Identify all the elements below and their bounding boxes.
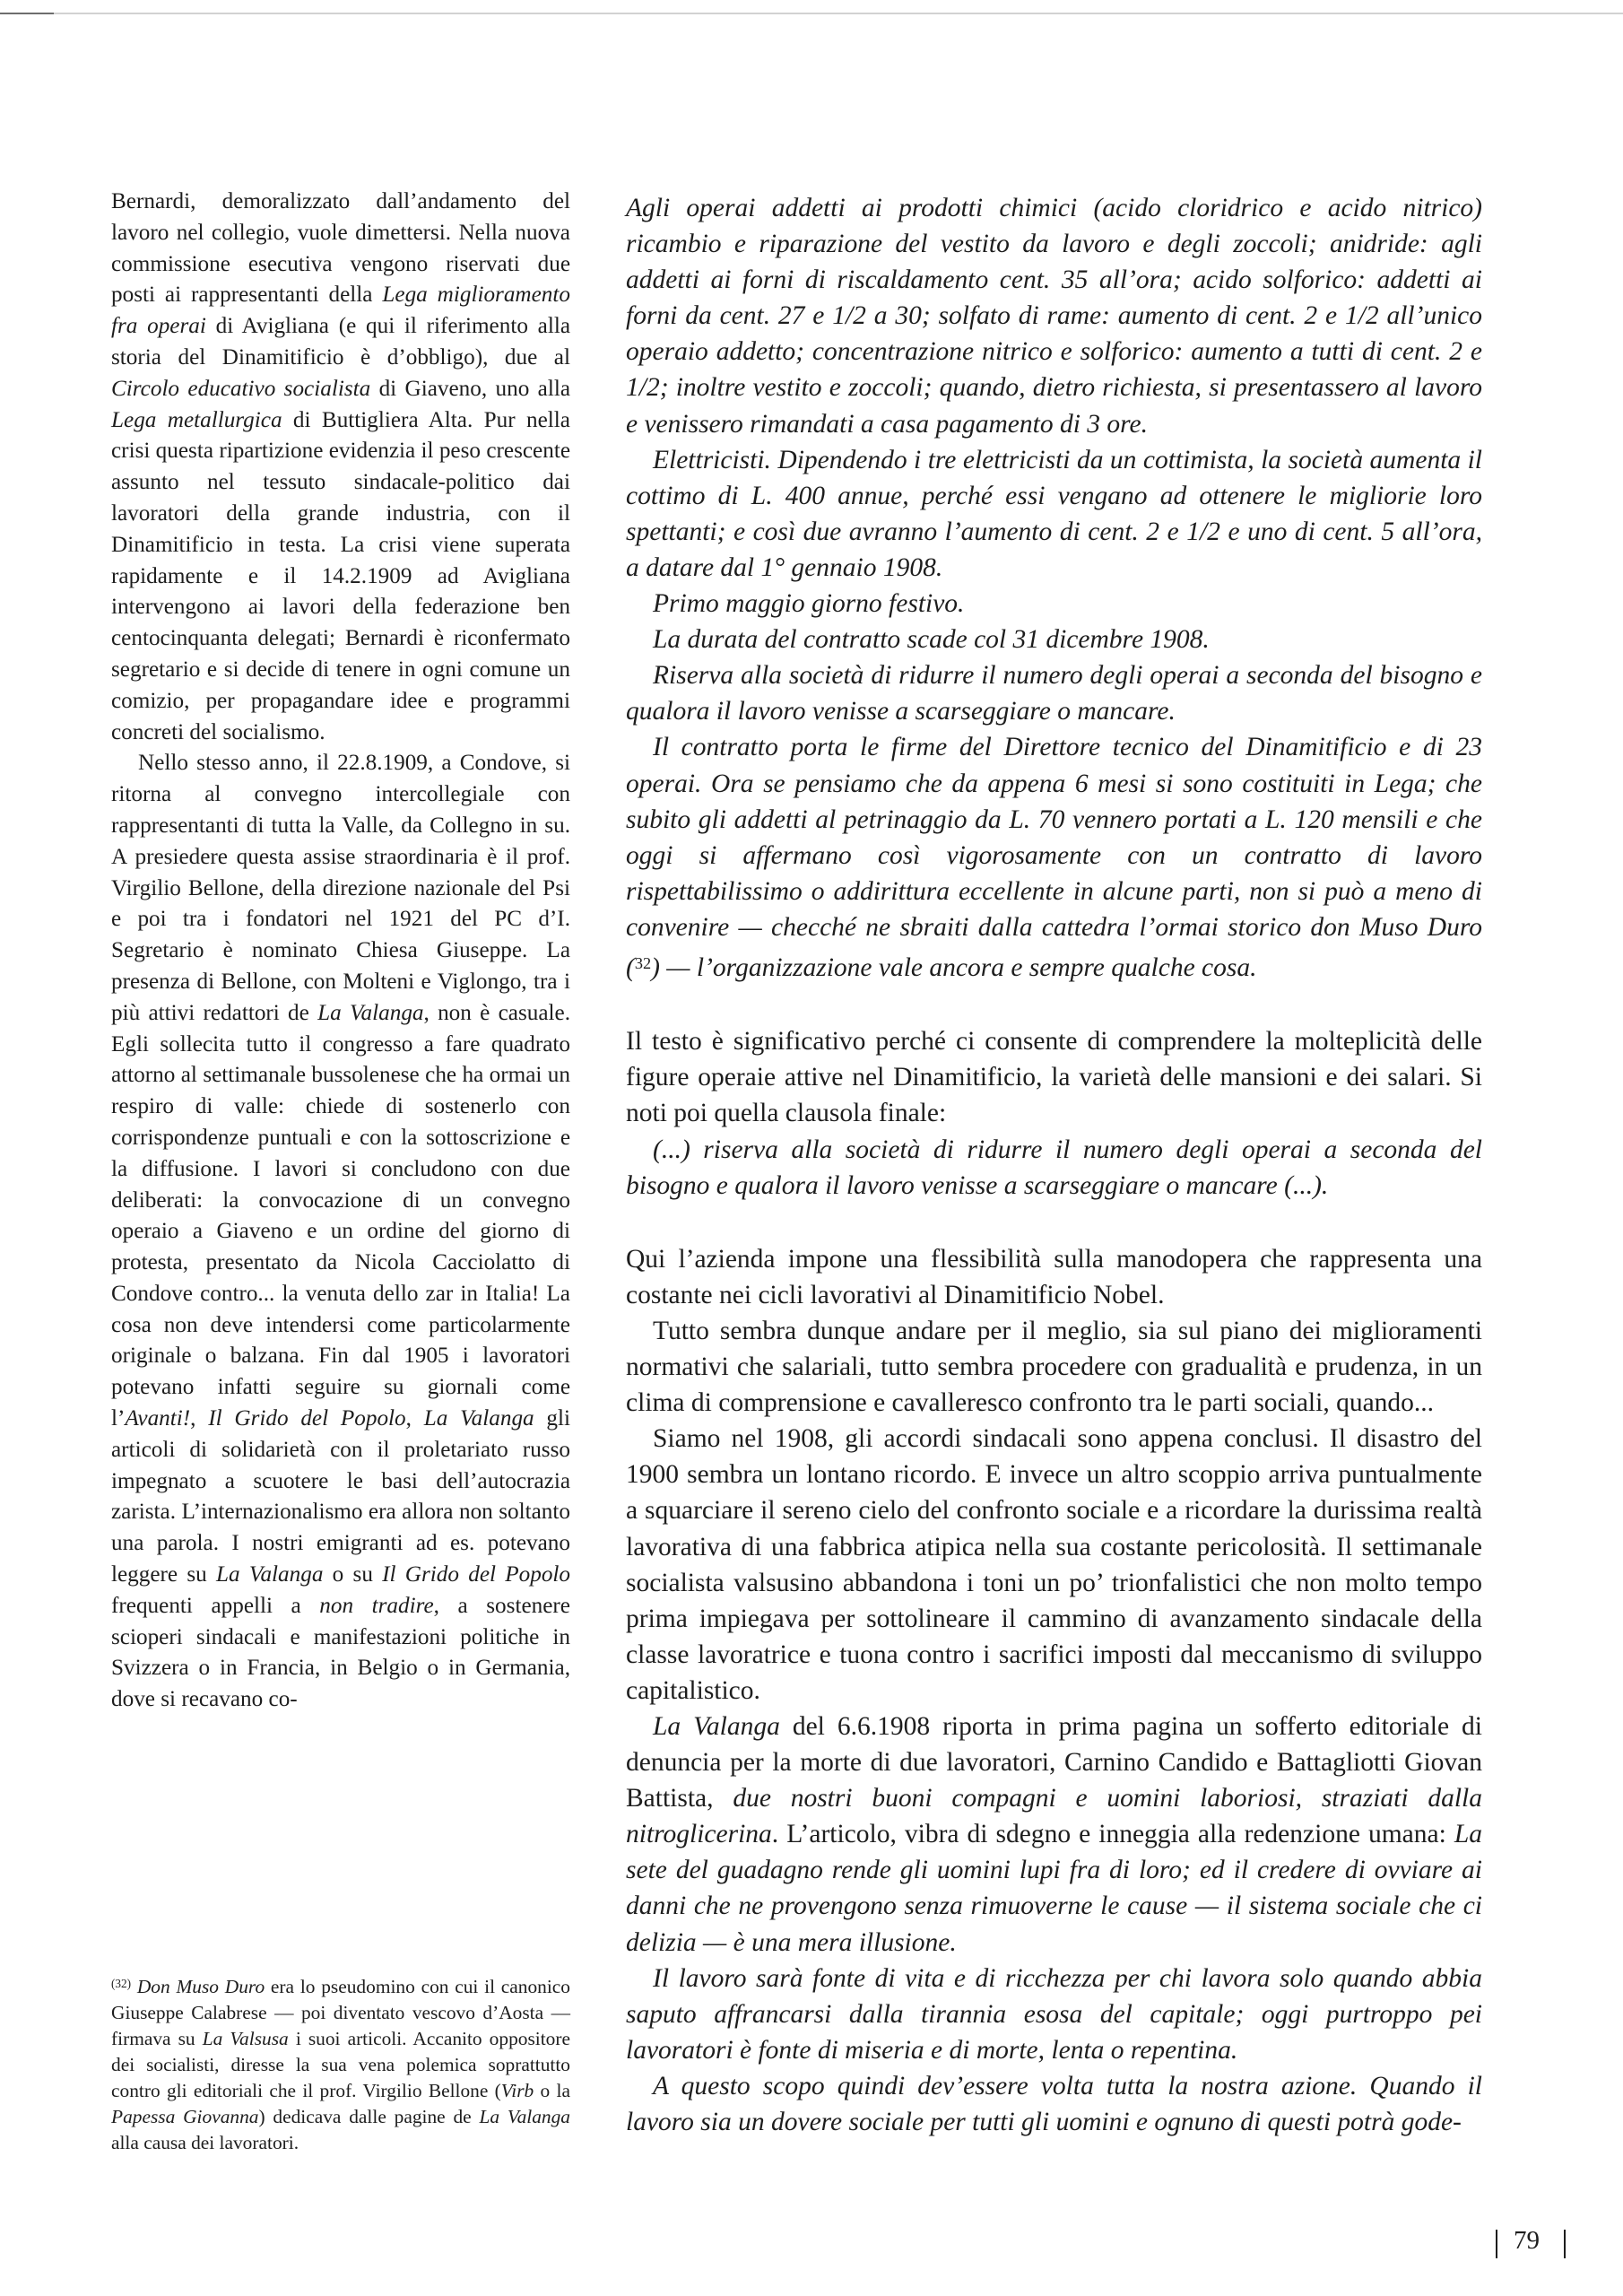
paragraph <box>626 1132 1482 1204</box>
paragraph <box>626 442 1482 586</box>
page-number-left-rule <box>1496 2230 1497 2258</box>
italic-run: La Valanga <box>653 1711 780 1741</box>
paragraph <box>626 1241 1482 1313</box>
paragraph <box>626 1709 1482 1961</box>
text-run: Agli operai addetti ai prodotti chimici (acido cloridrico e acido nitrico) ricambio e riparazione del vestito da lavoro e degli zoccoli; anidride: agli addetti ai forni di riscaldamento cent. 35 all’ora; acido solforico: addetti ai forni da cent. 27 e 1/2 a 30; solfato di rame: aumento di cent. 2 e 1/2 all’unico operaio addetto; concentrazione nitrico e solforico: aumento a tutti di cent. 2 e 1/2; inoltre vestito e zoccoli; quando, dietro richiesta, si presentassero al lavoro e venissero rimandati a casa pagamento di 3 ore. <box>626 194 1482 439</box>
text-run: Tutto sembra dunque andare per il meglio, sia sul piano dei miglioramenti normativi che salariali, tutto sembra procedere con gradualità e prudenza, in un clima di comprensione e cavalleresco confronto tra le parti sociali, quando... <box>626 1316 1482 1418</box>
paragraph <box>626 622 1482 657</box>
text-run: o la <box>534 2079 570 2101</box>
left-column <box>111 187 570 1716</box>
text-run: Riserva alla società di ridurre il numero degli operai a seconda del bisogno e qualora il lavoro venisse a scarseggiare o mancare. <box>626 661 1482 726</box>
text-run: Primo maggio giorno festivo. <box>653 589 965 619</box>
text-run: , <box>190 1406 209 1431</box>
text-run: A questo scopo quindi dev’essere volta tutta la nostra azione. Quando il lavoro sia un dovere sociale per tutti gli uomini e ognuno di questi potrà gode- <box>626 2071 1482 2136</box>
paragraph <box>626 1421 1482 1709</box>
italic-run: Don Muso Duro <box>136 1975 265 1997</box>
text-run: i suoi articoli. Accanito oppositore dei socialisti, diresse la sua vena polemica soprattutto contro gli editoriali che il prof. Virgilio Bellone ( <box>111 2027 570 2101</box>
italic-run: La sete del guadagno rende gli uomini lupi fra di loro; ed il credere di ovviare ai danni che ne provengono senza rimuoverne le cause — il sistema sociale che ci delizia — è una mera illusione. <box>626 1820 1482 1957</box>
italic-run: Circolo educativo socialista <box>111 376 371 401</box>
footnote-32 <box>111 1970 570 2156</box>
paragraph <box>111 748 570 1716</box>
top-rule <box>0 13 1623 14</box>
italic-run: Lega miglioramento fra operai <box>111 283 570 339</box>
right-column <box>626 190 1482 2140</box>
paragraph <box>626 2068 1482 2140</box>
paragraph-gap <box>626 986 1482 1023</box>
italic-run: La Valanga <box>423 1406 534 1431</box>
text-run: Il contratto porta le firme del Direttore tecnico del Dinamitificio e di 23 operai. Ora se pensiamo che da appena 6 mesi si sono costituiti in Lega; che subito gli addetti al petrinaggio da L. 70 vennero portati a L. 120 mensili e che oggi si affermano così vigorosamente con un contratto di lavoro rispettabilissimo o addirittura eccellente in alcune parti, non si può a meno di convenire — checché ne sbraiti dalla cattedra l’ormai storico don Muso Duro ( <box>626 733 1482 983</box>
paragraph <box>626 586 1482 622</box>
italic-run: Papessa Giovanna <box>111 2105 259 2127</box>
text-run: , a sostenere scioperi sindacali e manifestazioni politiche in Svizzera o in Francia, in Belgio o in Germania, dove si recavano co- <box>111 1593 570 1712</box>
italic-run: Lega metallurgica <box>111 407 282 432</box>
paragraph <box>626 729 1482 986</box>
footnote-ref: 32 <box>634 953 652 972</box>
text-run: Il testo è significativo perché ci consente di comprendere la molteplicità delle figure operaie attive nel Dinamitificio, la varietà delle mansioni e dei salari. Si noti poi quella clausola finale: <box>626 1027 1482 1128</box>
text-run: La durata del contratto scade col 31 dicembre 1908. <box>653 625 1210 655</box>
text-run: (...) riserva alla società di ridurre il numero degli operai a seconda del bisogno e qualora il lavoro venisse a scarseggiare o mancare (...). <box>626 1135 1482 1200</box>
italic-run: Il Grido del Popolo <box>208 1406 406 1431</box>
text-run: Nello stesso anno, il 22.8.1909, a Condove, si ritorna al convegno intercollegiale con rappresentanti di tutta la Valle, da Collegno in su. A presiedere questa assise straordinaria è il prof. Virgilio Bellone, della direzione nazionale del Psi e poi tra i fondatori nel 1921 del PC d’I. Segretario è nominato Chiesa Giuseppe. La presenza di Bellone, con Molteni e Viglongo, tra i più attivi redattori de <box>111 751 570 1025</box>
text-run: alla causa dei lavoratori. <box>111 2131 299 2153</box>
paragraph <box>626 657 1482 729</box>
italic-run: Il Grido del Popolo <box>382 1562 571 1587</box>
paragraph <box>626 1023 1482 1131</box>
text-run <box>131 1976 137 1997</box>
text-run: ) dedicava dalle pagine de <box>258 2105 480 2127</box>
paragraph <box>626 1313 1482 1421</box>
italic-run: non tradire <box>319 1593 434 1618</box>
italic-run: Virb <box>500 2079 534 2101</box>
footnote-ref: (32) <box>111 1977 132 1990</box>
page-number: 79 <box>1514 2226 1540 2255</box>
text-run: di Giaveno, uno alla <box>370 376 570 401</box>
paragraph <box>626 1961 1482 2068</box>
text-run: . L’articolo, vibra di sdegno e inneggia alla redenzione umana: <box>771 1820 1454 1849</box>
italic-run: Avanti! <box>125 1406 191 1431</box>
text-run: Bernardi, demoralizzato dall’andamento del lavoro nel collegio, vuole dimettersi. Nella nuova commissione esecutiva vengono riservati due posti ai rappresentanti della <box>111 189 570 308</box>
page-number-right-rule <box>1564 2230 1566 2258</box>
text-run: o su <box>323 1562 383 1587</box>
text-run: , <box>405 1406 424 1431</box>
text-run: , non è casuale. Egli sollecita tutto il congresso a fare quadrato attorno al settimanale bussolenese che ha ormai un respiro di valle: chiede di sostenerlo con corrispondenze puntuali e con la sottoscrizione e la diffusione. I lavori si concludono con due deliberati: la convocazione di un convegno operaio a Giaveno e un ordine del giorno di protesta, presentato da Nicola Cacciolatto di Condove contro... la venuta dello zar in Italia! La cosa non deve intendersi come particolarmente originale o balzana. Fin dal 1905 i lavoratori potevano infatti seguire su giornali come l’ <box>111 1000 570 1431</box>
text-run: frequenti appelli a <box>111 1593 320 1618</box>
paragraph <box>626 190 1482 442</box>
text-run: Elettricisti. Dipendendo i tre elettricisti da un cottimista, la società aumenta il cottimo di L. 400 annue, perché essi vengano ad ottenere le migliorie loro spettanti; e così due avranno l’aumento di cent. 2 e 1/2 e uno di cent. 5 all’ora, a datare dal 1° gennaio 1908. <box>626 445 1482 582</box>
footnote-text <box>111 1970 570 2156</box>
text-run: di Avigliana (e qui il riferimento alla storia del Dinamitificio è d’obbligo), due al <box>111 314 571 370</box>
italic-run: La Valsusa <box>202 2027 289 2049</box>
text-run: di Buttigliera Alta. Pur nella crisi questa ripartizione evidenzia il peso crescente assunto nel tessuto sindacale-politico dai lavoratori della grande industria, con il Dinamitificio in testa. La crisi viene superata rapidamente e il 14.2.1909 ad Avigliana intervengono ai lavori della federazione ben centocinquanta delegati; Bernardi è riconfermato segretario e si decide di tenere in ogni comune un comizio, per propagandare idee e programmi concreti del socialismo. <box>111 407 570 744</box>
italic-run: due nostri buoni compagni e uomini laboriosi, straziati dalla nitroglicerina <box>626 1784 1482 1849</box>
text-run: era lo pseudomino con cui il canonico Giuseppe Calabrese — poi diventato vescovo d’Aosta — firmava su <box>111 1975 570 2049</box>
paragraph-gap <box>626 1204 1482 1241</box>
italic-run: La Valanga <box>317 1000 424 1025</box>
text-run: Qui l’azienda impone una flessibilità sulla manodopera che rappresenta una costante nei cicli lavorativi al Dinamitificio Nobel. <box>626 1244 1482 1309</box>
italic-run: La Valanga <box>479 2105 570 2127</box>
page-number-box <box>1488 2226 1578 2262</box>
text-run: ) — l’organizzazione vale ancora e sempre qualche cosa. <box>651 953 1257 983</box>
text-run: del 6.6.1908 riporta in prima pagina un sofferto editoriale di denuncia per la morte di due lavoratori, Carnino Candido e Battagliotti Giovan Battista, <box>626 1711 1482 1813</box>
italic-run: La Valanga <box>216 1562 324 1587</box>
text-run: Siamo nel 1908, gli accordi sindacali sono appena conclusi. Il disastro del 1900 sembra un lontano ricordo. E invece un altro scoppio arriva puntualmente a squarciare il sereno cielo del confronto sociale e a ricordare la durissima realtà lavorativa di una fabbrica atipica nella sua costante pericolosità. Il settimanale socialista valsusino abbandona i toni un po’ trionfalistici che non molto tempo prima impiegava per sottolineare il cammino di avanzamento sindacale della classe lavoratrice e tuona contro i sacrifici imposti dal meccanismo di sviluppo capitalistico. <box>626 1424 1482 1705</box>
paragraph <box>111 187 570 748</box>
text-run: gli articoli di solidarietà con il proletariato russo impegnato a scuotere le basi dell’autocrazia zarista. L’internazionalismo era allora non soltanto una parola. I nostri emigranti ad es. potevano leggere su <box>111 1406 571 1587</box>
text-run: Il lavoro sarà fonte di vita e di ricchezza per chi lavora solo quando abbia saputo affrancarsi dalla tirannia esosa del capitale; oggi purtroppo pei lavoratori è fonte di miseria e di morte, lenta o repentina. <box>626 1963 1482 2065</box>
